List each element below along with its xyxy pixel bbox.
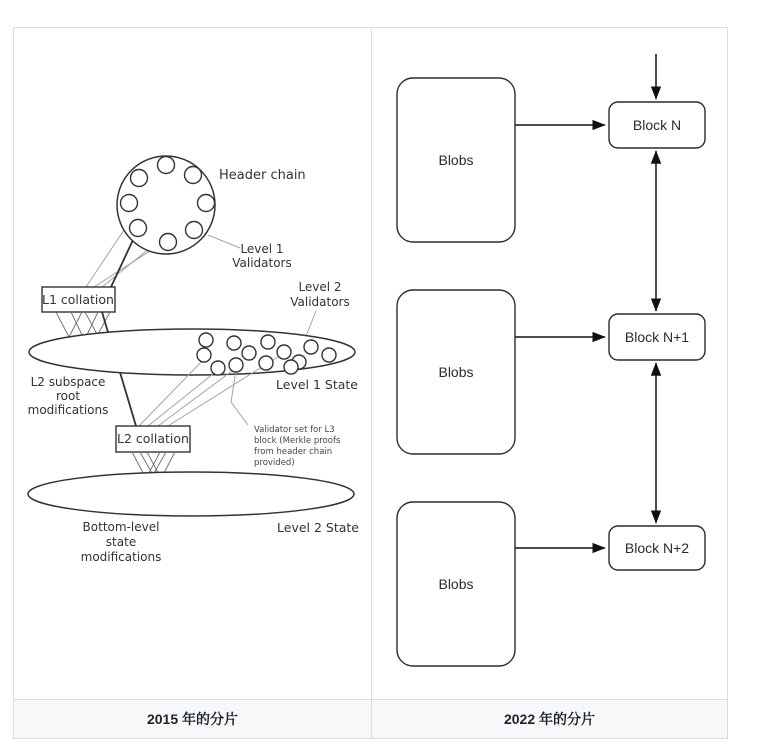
comparison-table bbox=[13, 27, 728, 739]
diagram-2015-cell bbox=[14, 28, 372, 699]
blobs-label: Blobs bbox=[438, 152, 474, 168]
level2-state-ellipse bbox=[28, 472, 354, 516]
level2-validators-label: Validators bbox=[290, 295, 350, 309]
validator-note: Validator set for L3 bbox=[254, 425, 335, 435]
validator-node bbox=[198, 195, 215, 212]
bottom-level-label: state bbox=[105, 535, 137, 549]
block-n2-label: Block N+2 bbox=[624, 540, 690, 556]
level1-validators-leader bbox=[208, 235, 240, 248]
block-n1-label: Block N+1 bbox=[624, 329, 690, 345]
validator-node bbox=[227, 336, 241, 350]
level1-validators-label: Level 1 bbox=[240, 242, 284, 256]
validator-node bbox=[229, 358, 243, 372]
blobs-label: Blobs bbox=[438, 576, 474, 592]
validator-node bbox=[211, 361, 225, 375]
validator-node bbox=[121, 195, 138, 212]
level2-validators-label: Level 2 bbox=[298, 280, 342, 294]
content-row bbox=[14, 28, 727, 699]
caption-2015: 2015 年的分片 bbox=[14, 700, 372, 738]
validator-node bbox=[284, 360, 298, 374]
l2-collation-label: L2 collation bbox=[117, 431, 189, 446]
validator-node bbox=[160, 234, 177, 251]
caption-row bbox=[14, 699, 727, 738]
validator-node bbox=[131, 170, 148, 187]
validator-node bbox=[259, 356, 273, 370]
l2-subspace-label: root bbox=[55, 389, 81, 403]
l2-subspace-label: L2 subspace bbox=[30, 375, 106, 389]
l2-subspace-label: modifications bbox=[27, 403, 109, 417]
level1-state-label: Level 1 State bbox=[276, 377, 358, 392]
validator-node bbox=[185, 167, 202, 184]
validator-node bbox=[199, 333, 213, 347]
bottom-level-label: Bottom-level bbox=[82, 520, 160, 534]
blobs-label: Blobs bbox=[438, 364, 474, 380]
validator-node bbox=[277, 345, 291, 359]
validator-node bbox=[158, 157, 175, 174]
bottom-level-label: modifications bbox=[80, 550, 162, 564]
validator-node bbox=[322, 348, 336, 362]
validator-node bbox=[186, 222, 203, 239]
diagram-2022-cell bbox=[372, 28, 727, 699]
level2-state-label: Level 2 State bbox=[277, 520, 359, 535]
validator-node bbox=[130, 220, 147, 237]
validator-node bbox=[261, 335, 275, 349]
level1-validators-label: Validators bbox=[232, 256, 292, 270]
blobs-to-block-arrows bbox=[515, 125, 605, 548]
l1-collation-label: L1 collation bbox=[42, 292, 114, 307]
validator-note: block (Merkle proofs bbox=[254, 436, 341, 446]
sharding-2022-diagram bbox=[372, 28, 727, 699]
validator-note-leader bbox=[231, 370, 248, 425]
caption-2022: 2022 年的分片 bbox=[503, 711, 596, 727]
validator-note: from header chain bbox=[254, 447, 333, 457]
header-chain-label: Header chain bbox=[219, 168, 306, 183]
validator-node bbox=[197, 348, 211, 362]
validator-node bbox=[304, 340, 318, 354]
validator-node bbox=[242, 346, 256, 360]
block-n-label: Block N bbox=[632, 117, 682, 133]
sharding-2015-diagram bbox=[14, 28, 371, 699]
validator-note: provided) bbox=[254, 458, 295, 468]
